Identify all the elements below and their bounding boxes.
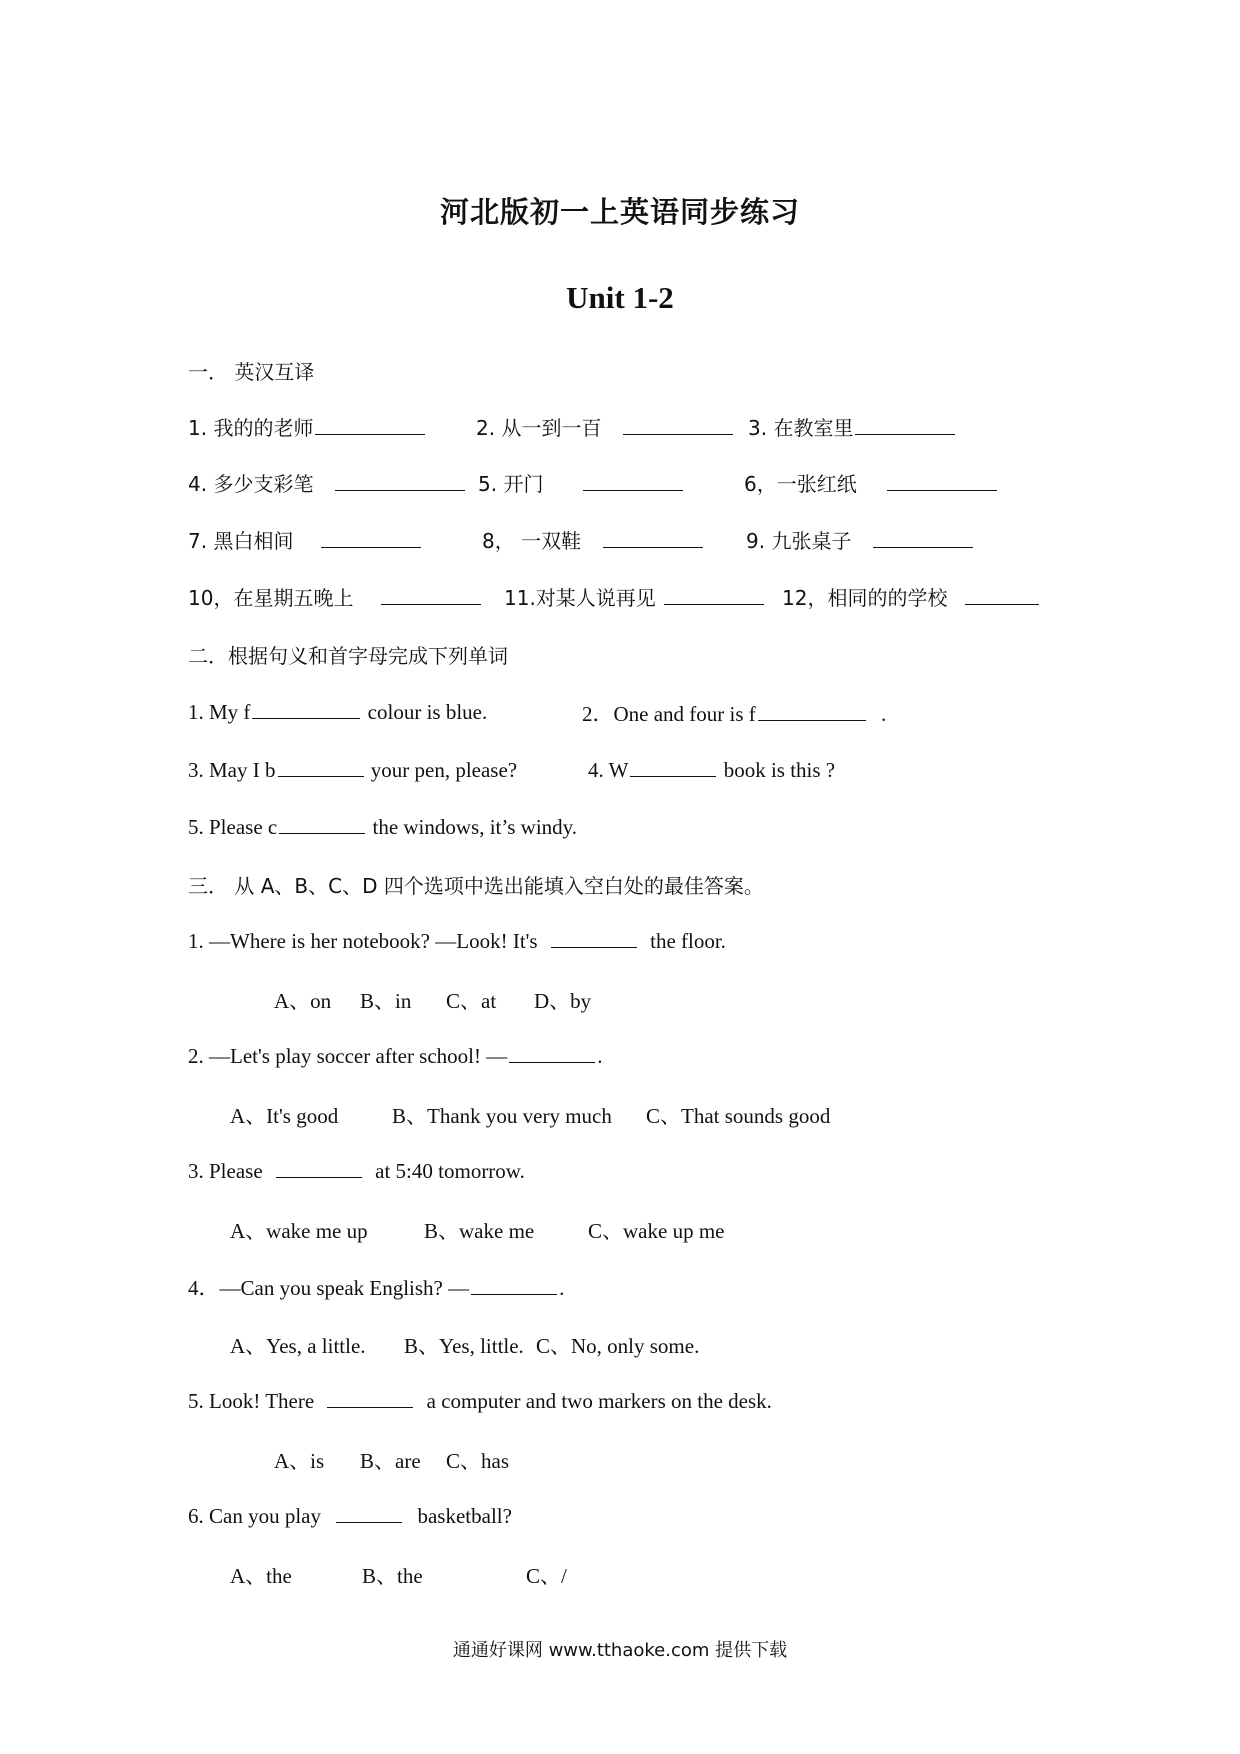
answer-blank — [327, 1387, 413, 1408]
page-subtitle: Unit 1-2 — [566, 280, 674, 315]
option-a: A、the — [230, 1564, 292, 1588]
fill-item — [188, 756, 517, 783]
item-text: 2. 从一到一百 — [476, 416, 602, 440]
question-2-options — [230, 1100, 830, 1130]
question-text: 5. Look! There — [188, 1389, 315, 1413]
translation-item — [476, 412, 735, 441]
fill-item — [588, 756, 835, 783]
option-d: D、by — [534, 989, 592, 1013]
translation-item — [188, 412, 427, 441]
item-text: 3. 在教室里 — [748, 416, 854, 440]
question-text: 2. —Let's play soccer after school! — — [188, 1044, 508, 1068]
answer-blank — [279, 813, 365, 834]
item-prefix: 4. W — [588, 758, 629, 782]
question-5 — [188, 1387, 772, 1414]
answer-blank — [278, 756, 364, 777]
answer-blank — [630, 756, 716, 777]
answer-blank — [873, 527, 973, 548]
question-6-options — [230, 1560, 567, 1590]
answer-blank — [335, 470, 465, 491]
answer-blank — [664, 584, 764, 605]
translation-item — [478, 468, 685, 497]
item-text: 8， 一双鞋 — [482, 529, 582, 553]
option-a: A、on — [274, 989, 332, 1013]
answer-blank — [252, 698, 360, 719]
option-a: A、wake me up — [230, 1219, 368, 1243]
option-b: B、Yes, little. — [404, 1334, 524, 1358]
item-text: 5. 开门 — [478, 472, 544, 496]
option-a: A、Yes, a little. — [230, 1334, 366, 1358]
option-b: B、Thank you very much — [392, 1104, 612, 1128]
question-6 — [188, 1502, 512, 1529]
option-b: B、in — [360, 989, 412, 1013]
section3-heading: 三． 从 A、B、C、D 四个选项中选出能填入空白处的最佳答案。 — [188, 874, 764, 898]
option-c: C、No, only some. — [536, 1334, 700, 1358]
footer-credit: 通通好课网 www.tthaoke.com 提供下载 — [452, 1640, 788, 1661]
option-c: C、at — [446, 989, 497, 1013]
option-c: C、/ — [526, 1564, 567, 1588]
question-1 — [188, 927, 726, 954]
item-prefix: 5. Please c — [188, 815, 278, 839]
item-text: 7. 黑白相间 — [188, 529, 294, 553]
answer-blank — [855, 414, 955, 435]
answer-blank — [336, 1502, 402, 1523]
item-suffix: . — [881, 702, 887, 726]
question-text: 6. Can you play — [188, 1504, 321, 1528]
translation-item — [188, 582, 483, 611]
question-suffix: . — [597, 1044, 603, 1068]
option-c: C、wake up me — [588, 1219, 725, 1243]
question-text: 3. Please — [188, 1159, 263, 1183]
option-a: A、It's good — [230, 1104, 339, 1128]
question-suffix: the floor. — [650, 929, 726, 953]
item-prefix: 2．One and four is f — [582, 702, 756, 726]
answer-blank — [509, 1042, 595, 1063]
translation-item — [482, 525, 705, 554]
translation-item — [188, 468, 467, 497]
question-4 — [188, 1272, 564, 1302]
question-1-options — [274, 985, 591, 1015]
question-4-options — [230, 1330, 699, 1360]
item-prefix: 3. May I b — [188, 758, 276, 782]
answer-blank — [603, 527, 703, 548]
answer-blank — [623, 414, 733, 435]
item-text: 10，在星期五晚上 — [188, 586, 354, 610]
translation-item — [782, 582, 1041, 611]
answer-blank — [551, 927, 637, 948]
fill-item — [188, 698, 487, 725]
item-text: 4. 多少支彩笔 — [188, 472, 314, 496]
question-5-options — [274, 1445, 509, 1475]
item-text: 12，相同的的学校 — [782, 586, 948, 610]
answer-blank — [381, 584, 481, 605]
fill-item — [582, 698, 886, 728]
answer-blank — [758, 700, 866, 721]
option-a: A、is — [274, 1449, 325, 1473]
answer-blank — [315, 414, 425, 435]
question-suffix: basketball? — [417, 1504, 512, 1528]
question-2 — [188, 1042, 603, 1069]
item-text: 9. 九张桌子 — [746, 529, 852, 553]
option-b: B、are — [360, 1449, 421, 1473]
item-text: 1. 我的的老师 — [188, 416, 314, 440]
translation-item — [188, 525, 423, 554]
translation-item — [748, 412, 957, 441]
answer-blank — [471, 1274, 557, 1295]
question-3-options — [230, 1215, 724, 1245]
answer-blank — [321, 527, 421, 548]
item-suffix: the windows, it’s windy. — [372, 815, 578, 839]
question-3 — [188, 1157, 525, 1184]
question-text: 1. —Where is her notebook? —Look! It's — [188, 929, 538, 953]
answer-blank — [276, 1157, 362, 1178]
option-b: B、wake me — [424, 1219, 535, 1243]
section1-heading: 一． 英汉互译 — [188, 360, 315, 384]
item-suffix: your pen, please? — [370, 758, 518, 782]
option-c: C、has — [446, 1449, 509, 1473]
answer-blank — [887, 470, 997, 491]
question-suffix: at 5:40 tomorrow. — [375, 1159, 525, 1183]
translation-item — [744, 468, 999, 497]
page-title: 河北版初一上英语同步练习 — [439, 195, 800, 229]
translation-item — [504, 582, 766, 611]
fill-item — [188, 813, 577, 840]
option-b: B、the — [362, 1564, 423, 1588]
question-suffix: a computer and two markers on the desk. — [426, 1389, 772, 1413]
question-text: 4．—Can you speak English? — — [188, 1276, 470, 1300]
question-suffix: . — [559, 1276, 565, 1300]
answer-blank — [965, 584, 1039, 605]
item-text: 11.对某人说再见 — [504, 586, 656, 610]
answer-blank — [583, 470, 683, 491]
section2-heading: 二．根据句义和首字母完成下列单词 — [188, 644, 508, 668]
item-prefix: 1. My f — [188, 700, 251, 724]
item-text: 6，一张红纸 — [744, 472, 857, 496]
translation-item — [746, 525, 975, 554]
option-c: C、That sounds good — [646, 1104, 831, 1128]
item-suffix: colour is blue. — [367, 700, 488, 724]
item-suffix: book is this ? — [723, 758, 836, 782]
